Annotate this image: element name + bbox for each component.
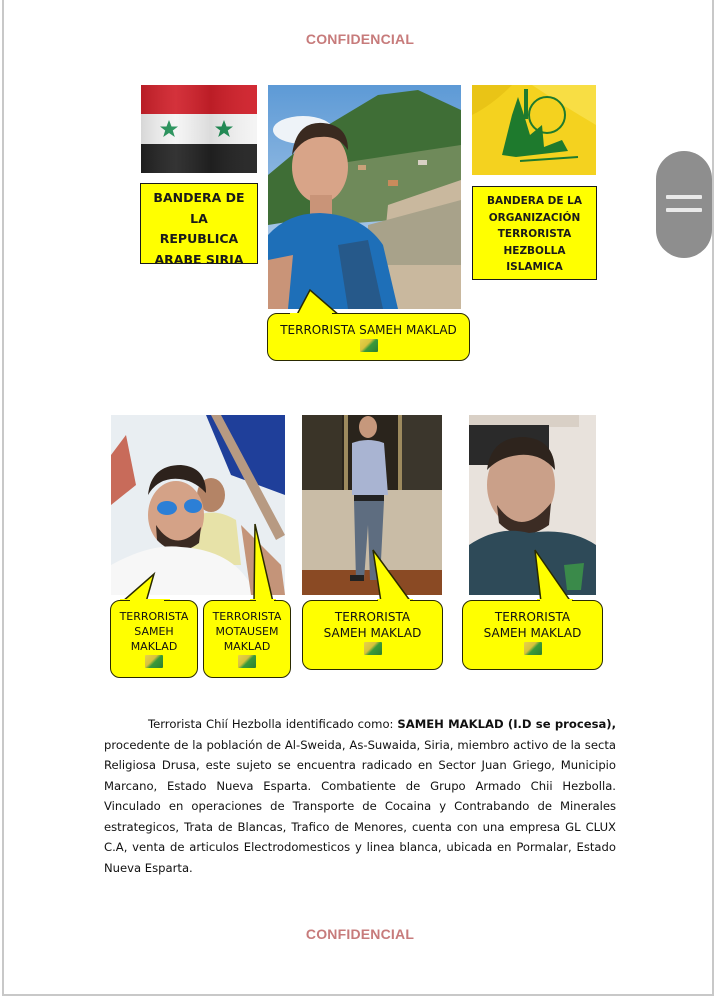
callout-pointer [505, 548, 575, 604]
callout-pointer [220, 522, 280, 604]
callout-pointer [345, 548, 415, 604]
header-confidential: CONFIDENCIAL [305, 31, 415, 47]
callout-text: MAKLAD [130, 640, 178, 653]
hezbollah-flag-icon [472, 85, 596, 175]
caption-line: HEZBOLLA [503, 244, 566, 257]
hezbollah-flag-image [472, 85, 596, 175]
callout-joint [290, 313, 332, 316]
main-suspect-photo [268, 85, 461, 309]
hezbollah-flag-caption [472, 186, 597, 280]
scroll-drag-handle[interactable] [656, 151, 712, 258]
hezbollah-flag-mini-icon [360, 339, 378, 352]
group-photo-callout-motausem [203, 600, 291, 678]
footer-confidential: CONFIDENCIAL [305, 926, 415, 942]
callout-text: MAKLAD [223, 640, 271, 653]
callout-text: TERRORISTA [212, 610, 282, 623]
caption-line: LA [190, 210, 208, 226]
caption-line: BANDERA DE [153, 190, 245, 205]
hezbollah-flag-mini-icon [364, 642, 382, 655]
callout-text: MOTAUSEM [215, 625, 279, 638]
caption-line: ISLAMICA [506, 261, 563, 273]
person-photo-icon [268, 85, 461, 309]
group-photo-callout-sameh [110, 600, 198, 678]
caption-line: BANDERA DE LA [486, 195, 583, 207]
callout-text: TERRORISTA SAMEH MAKLAD [280, 323, 457, 337]
callout-joint [378, 600, 410, 603]
callout-text: SAMEH MAKLAD [483, 626, 582, 640]
suspect-name: SAMEH MAKLAD (I.D se procesa), [397, 717, 616, 731]
syrian-flag-image [141, 85, 257, 173]
caption-line: ARABE SIRIA [154, 251, 244, 264]
callout-joint [256, 600, 274, 603]
suspect-description [104, 714, 616, 878]
caption-line: REPUBLICA [159, 231, 239, 246]
callout-text: SAMEH MAKLAD [323, 626, 422, 640]
selfie-photo-callout [462, 600, 603, 670]
drag-handle-icon [666, 208, 702, 212]
drag-handle-icon [666, 195, 702, 199]
standing-photo-callout [302, 600, 443, 670]
callout-text: SAMEH [134, 625, 174, 638]
description-intro: Terrorista Chií Hezbolla identificado como: [148, 717, 398, 731]
description-text: procedente de la población de Al-Sweida, As-Suwaida, Siria, miembro activo de la secta Religiosa Drusa, este sujeto se encuentra radicado en Sector Juan Griego, Municipio Marcano, Estado Nueva Esparta. Combatiente de Grupo Armado Chii Hezbolla. Vinculado en operaciones de Transporte de Cocaina y Contrabando de Minerales estrategicos, Trata de Blancas, Trafico de Menores, cuenta con una empresa GL CLUX C.A, venta de articulos Electrodomesticos y linea blanca, ubicada en Pormalar, Estado Nueva Esparta. [104, 737, 616, 875]
main-photo-callout [267, 313, 470, 361]
callout-text: TERRORISTA [494, 610, 571, 624]
syrian-flag-icon [141, 85, 257, 173]
syrian-flag-caption [140, 183, 258, 264]
callout-text: TERRORISTA [119, 610, 189, 623]
hezbollah-flag-mini-icon [238, 655, 256, 668]
callout-joint [130, 600, 164, 603]
callout-text: TERRORISTA [334, 610, 411, 624]
callout-joint [540, 600, 572, 603]
caption-line: TERRORISTA [497, 228, 572, 240]
caption-line: ORGANIZACIÓN [488, 211, 581, 224]
hezbollah-flag-mini-icon [145, 655, 163, 668]
hezbollah-flag-mini-icon [524, 642, 542, 655]
